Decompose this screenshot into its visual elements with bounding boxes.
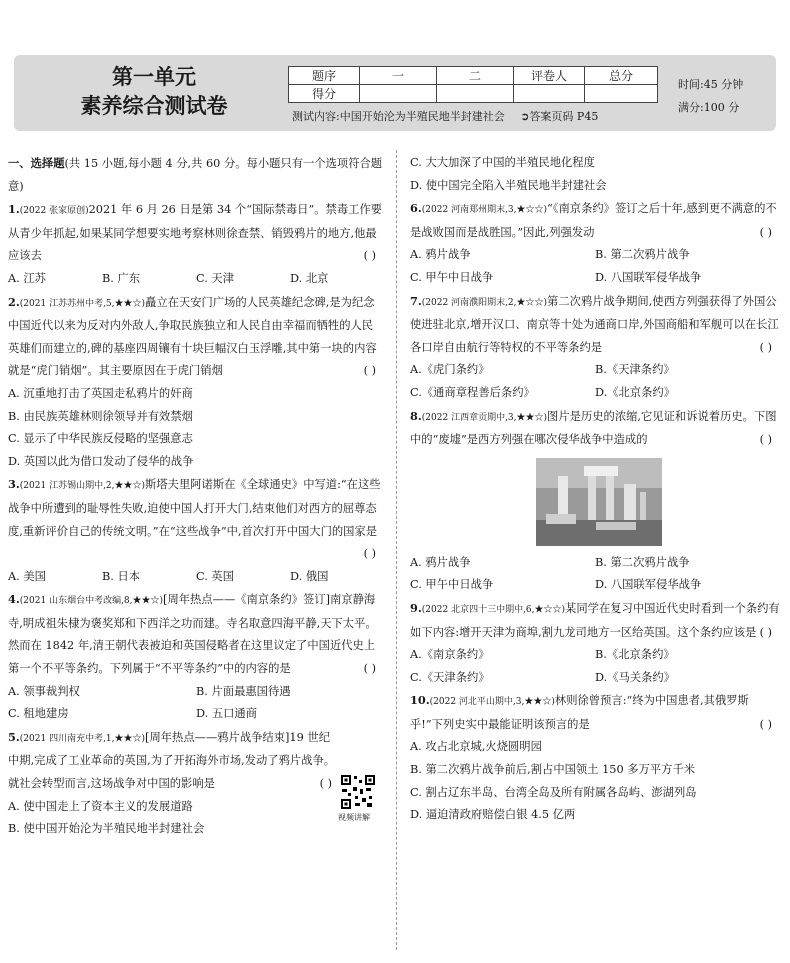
option-c: C.《天津条约》 [410, 670, 490, 684]
question-source: (2021 江苏锡山期中,2,★★☆) [19, 481, 146, 492]
option-b: B. 广东 [102, 271, 141, 285]
question-source: (2022 江西章贡期中,3,★★☆) [421, 412, 548, 423]
answer-blank: ( ) [363, 547, 376, 561]
section-title: 一、选择题 [8, 156, 65, 170]
unit-label: 第一单元 [112, 65, 196, 89]
question-4 [8, 588, 384, 726]
answer-blank: ( ) [759, 433, 772, 447]
score-cell [585, 85, 658, 103]
option-c: C. 显示了中华民族反侵略的坚强意志 [8, 432, 193, 446]
question-6 [410, 197, 780, 289]
question-number: 4. [8, 592, 20, 607]
option-a: A. 领事裁判权 [8, 684, 80, 698]
option-a: A. 江苏 [8, 271, 46, 285]
answer-blank: ( ) [319, 777, 332, 791]
option-a: A. 使中国走上了资本主义的发展道路 [8, 799, 193, 813]
option-c: C. 甲午中日战争 [410, 578, 494, 592]
ruins-photo [536, 458, 662, 546]
option-d: D. 使中国完全陷入半殖民地半封建社会 [410, 178, 607, 192]
question-source: (2022 张家原创) [19, 206, 89, 217]
option-a: A. 鸦片战争 [410, 555, 471, 569]
option-b: B. 使中国开始沦为半殖民地半封建社会 [8, 822, 205, 836]
arrow-circle-icon: ➲ [520, 110, 530, 123]
question-number: 2. [8, 294, 20, 309]
question-number: 8. [410, 408, 422, 423]
question-number: 10. [410, 693, 430, 708]
score-header-cell: 二 [437, 67, 514, 85]
option-c: C. 英国 [196, 569, 235, 583]
score-row-label: 得分 [289, 85, 360, 103]
option-d: D.《北京条约》 [595, 385, 676, 399]
score-header-cell: 评卷人 [514, 67, 585, 85]
option-d: D. 八国联军侵华战争 [595, 578, 702, 592]
score-table [288, 66, 658, 103]
option-d: D. 北京 [290, 271, 329, 285]
option-a: A.《虎门条约》 [410, 363, 490, 377]
question-text: 2021 年 6 月 26 日是第 34 个“国际禁毒日”。禁毒工作要从青少年抓起,如果某同学想要实地考察林则徐查禁、销毁鸦片的地方,他最应该去 [8, 203, 383, 263]
question-number: 9. [410, 600, 422, 615]
question-text: 某同学在复习中国近代史时看到一个条约有如下内容:增开天津为商埠,割九龙司地方一区给英国。这个条约应该是 [410, 601, 780, 639]
question-source: (2021 江苏苏州中考,5,★★☆) [19, 298, 146, 309]
option-d: D. 八国联军侵华战争 [595, 270, 702, 284]
option-a: A. 美国 [8, 569, 46, 583]
unit-title [54, 63, 254, 121]
question-8 [410, 405, 780, 597]
question-source: (2021 四川南充中考,1,★★☆) [19, 733, 146, 744]
question-3 [8, 473, 384, 588]
question-source: (2022 河南濮阳期末,2,★☆☆) [421, 297, 548, 308]
score-header-cell: 题序 [289, 67, 360, 85]
answer-blank: ( ) [759, 717, 772, 731]
section-header [8, 152, 384, 198]
full-score: 满分:100 分 [678, 101, 740, 114]
option-c: C. 甲午中日战争 [410, 270, 494, 284]
option-d: D. 俄国 [290, 569, 329, 583]
answer-blank: ( ) [759, 340, 772, 354]
option-a: A.《南京条约》 [410, 648, 490, 662]
question-10 [410, 689, 780, 827]
question-text: [周年热点——《南京条约》签订]南京静海寺,明成祖朱棣为褒奖郑和下西洋之功而建。寺名取意四海平静,天下太平。然而在 1842 年,清王朝代表被迫和英国侵略者在这里议定了中国近代史上第一个不平等条约。下列属于“不平等条约”中的内容的是 [8, 593, 377, 676]
right-column [410, 152, 780, 827]
question-5 [8, 726, 384, 841]
option-c: C. 割占辽东半岛、台湾全岛及所有附属各岛屿、澎湖列岛 [410, 785, 697, 799]
option-c: C. 天津 [196, 271, 235, 285]
answer-blank: ( ) [363, 662, 376, 676]
option-b: B. 片面最惠国待遇 [196, 684, 291, 698]
answer-blank: ( ) [759, 225, 772, 239]
option-b: B.《天津条约》 [595, 363, 675, 377]
question-2 [8, 291, 384, 474]
option-b: B. 第二次鸦片战争 [595, 555, 690, 569]
question-number: 3. [8, 477, 20, 492]
question-text: 第二次鸦片战争期间,使西方列强获得了外国公使进驻北京,增开汉口、南京等十处为通商口岸,外国商船和军舰可以在长江各口岸自由航行等特权的不平等条约是 [410, 294, 779, 354]
test-title: 素养综合测试卷 [80, 94, 228, 118]
answer-page-text: 答案页码 P45 [529, 110, 599, 123]
question-text: 斯塔夫里阿诺斯在《全球通史》中写道:“在这些战争中所遭到的耻辱性失败,迫使中国人打开大门,结束他们对西方的屈尊态度,重新评价自己的传统文明。”在“这些战争”中,首次打开中国大门的国家是 [8, 478, 381, 538]
score-cell [514, 85, 585, 103]
question-number: 5. [8, 729, 20, 744]
question-text: 图片是历史的浓缩,它见证和诉说着历史。下图中的“废墟”是西方列强在哪次侵华战争中造成的 [410, 409, 777, 447]
question-source: (2022 河南郑州期末,3,★☆☆) [421, 205, 548, 216]
option-a: A. 沉重地打击了英国走私鸦片的奸商 [8, 386, 193, 400]
score-header-cell: 一 [360, 67, 437, 85]
option-b: B. 由民族英雄林则徐领导并有效禁烟 [8, 409, 193, 423]
option-b: B.《北京条约》 [595, 648, 675, 662]
answer-blank: ( ) [363, 364, 376, 378]
section-desc: (共 15 小题,每小题 4 分,共 60 分。每小题只有一个选项符合题意) [8, 157, 383, 193]
question-1 [8, 198, 384, 290]
option-a: A. 攻占北京城,火烧圆明园 [410, 740, 542, 754]
qr-caption: 视频讲解 [338, 813, 370, 822]
question-number: 1. [8, 202, 20, 217]
qr-code-icon[interactable] [340, 774, 376, 810]
option-b: B. 第二次鸦片战争 [595, 248, 690, 262]
score-header-cell: 总分 [585, 67, 658, 85]
score-cell [360, 85, 437, 103]
option-b: B. 第二次鸦片战争前后,割占中国领土 150 多万平方千米 [410, 763, 696, 777]
option-d: D. 英国以此为借口发动了侵华的战争 [8, 454, 194, 468]
question-source: (2021 山东烟台中考改编,8,★★☆) [19, 596, 164, 607]
question-9 [410, 597, 780, 689]
question-source: (2022 北京四十三中期中,6,★☆☆) [421, 604, 566, 615]
question-text: 林则徐曾预言:“终为中国患者,其俄罗斯乎!”下列史实中最能证明该预言的是 [410, 694, 749, 731]
option-d: D. 逼迫清政府赔偿白银 4.5 亿两 [410, 808, 576, 822]
question-text: “《南京条约》签订之后十年,感到更不满意的不是战败国而是战胜国。”因此,列强发动 [410, 202, 777, 239]
left-column [8, 152, 384, 841]
score-cell [437, 85, 514, 103]
question-number: 6. [410, 201, 422, 216]
scope-text: 测试内容:中国开始沦为半殖民地半封建社会 [292, 110, 505, 123]
question-7 [410, 290, 780, 405]
option-a: A. 鸦片战争 [410, 248, 471, 262]
option-c: C. 大大加深了中国的半殖民地化程度 [410, 156, 595, 169]
question-number: 7. [410, 293, 422, 308]
option-d: D.《马关条约》 [595, 670, 676, 684]
question-text: 矗立在天安门广场的人民英雄纪念碑,是为纪念中国近代以来为反对内外敌人,争取民族独立和人民自由幸福而牺牲的人民英雄们而建立的,碑的基座四周镶有十块巨幅汉白玉浮雕,其中第一块的内容就是“虎门销烟”。其主要原因在于虎门销烟 [8, 295, 377, 378]
option-c: C. 租地建房 [8, 707, 69, 721]
question-source: (2022 河北平山期中,3,★★☆) [429, 697, 555, 708]
column-divider [396, 150, 397, 950]
option-b: B. 日本 [102, 569, 141, 583]
question-text: [周年热点——鸦片战争结束]19 世纪中期,完成了工业革命的英国,为了开拓海外市场,发动了鸦片战争。就社会转型而言,这场战争对中国的影响是 [8, 730, 336, 791]
option-c: C.《通商章程善后条约》 [410, 385, 535, 399]
test-scope [292, 108, 598, 124]
option-d: D. 五口通商 [196, 707, 258, 721]
time-limit: 时间:45 分钟 [678, 78, 744, 91]
answer-page [520, 110, 598, 123]
answer-blank: ( ) [363, 249, 376, 263]
answer-blank: ( ) [759, 625, 772, 639]
